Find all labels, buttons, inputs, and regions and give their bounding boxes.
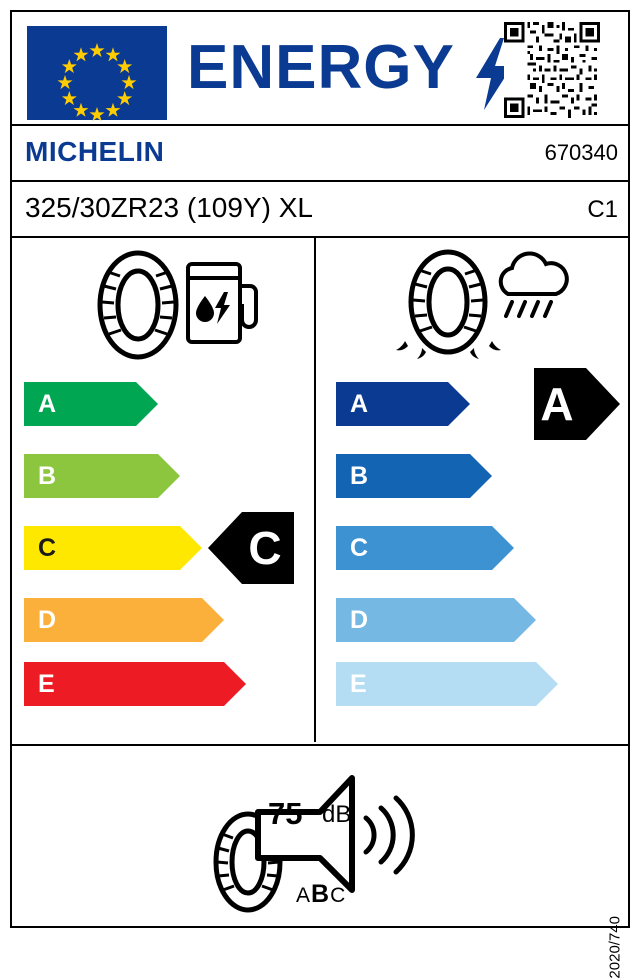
eu-flag-icon — [27, 26, 167, 120]
fuel-bar-d — [24, 598, 202, 642]
noise-db-unit: dB — [322, 801, 352, 828]
fuel-bar-a — [24, 382, 136, 426]
wet-result-badge — [534, 368, 620, 440]
wet-grade-b — [336, 454, 470, 498]
eu-flag-stars — [27, 26, 167, 120]
divider-header — [12, 124, 628, 126]
fuel-bar-a-letter: A — [38, 389, 57, 418]
fuel-result-badge — [208, 512, 294, 584]
wet-bar-d-letter: D — [350, 605, 369, 634]
divider-panels — [314, 238, 316, 742]
fuel-bar-b-letter: B — [38, 461, 57, 490]
wet-bar-e-letter: E — [350, 669, 367, 698]
qr-code-icon — [504, 22, 600, 118]
fuel-bar-c-letter: C — [38, 533, 57, 562]
wet-grade-a — [336, 382, 448, 426]
fuel-bar-b — [24, 454, 158, 498]
wet-bar-a — [336, 382, 448, 426]
noise-db-value: 75 — [268, 796, 303, 831]
divider-brand — [12, 180, 628, 182]
wet-bar-d — [336, 598, 514, 642]
noise-class-a: A — [296, 884, 312, 907]
wet-bar-c — [336, 526, 492, 570]
fuel-bar-e — [24, 662, 224, 706]
brand-name: MICHELIN — [25, 136, 165, 167]
divider-noise — [12, 744, 628, 746]
fuel-grade-b — [24, 454, 158, 498]
tyre-fuel-pump-icon — [78, 250, 258, 365]
fuel-grade-a — [24, 382, 136, 426]
wet-grade-d — [336, 598, 514, 642]
wet-bar-e — [336, 662, 536, 706]
fuel-bar-d-letter: D — [38, 605, 57, 634]
noise-class-c: C — [330, 884, 347, 907]
noise-class-scale — [296, 880, 346, 909]
wet-bar-b — [336, 454, 470, 498]
wet-result-letter: A — [540, 378, 574, 430]
tyre-class: C1 — [587, 196, 618, 223]
energy-title: ENERGY — [187, 33, 455, 102]
wet-bar-b-letter: B — [350, 461, 369, 490]
fuel-grade-d — [24, 598, 202, 642]
fuel-bar-c — [24, 526, 180, 570]
regulation-reference: 2020/740 — [607, 916, 624, 979]
fuel-grade-c — [24, 526, 180, 570]
model-code: 670340 — [544, 140, 618, 165]
wet-bar-a-letter: A — [350, 389, 369, 418]
wet-grade-c — [336, 526, 492, 570]
wet-grade-e — [336, 662, 536, 706]
label-header — [12, 12, 608, 122]
noise-class-selected: B — [311, 880, 331, 908]
divider-size — [12, 236, 628, 238]
fuel-grade-e — [24, 662, 224, 706]
wet-bar-c-letter: C — [350, 533, 369, 562]
fuel-bar-e-letter: E — [38, 669, 55, 698]
tyre-rain-cloud-icon — [392, 250, 572, 370]
fuel-result-letter: C — [248, 522, 282, 574]
tyre-size: 325/30ZR23 (109Y) XL — [25, 192, 313, 223]
